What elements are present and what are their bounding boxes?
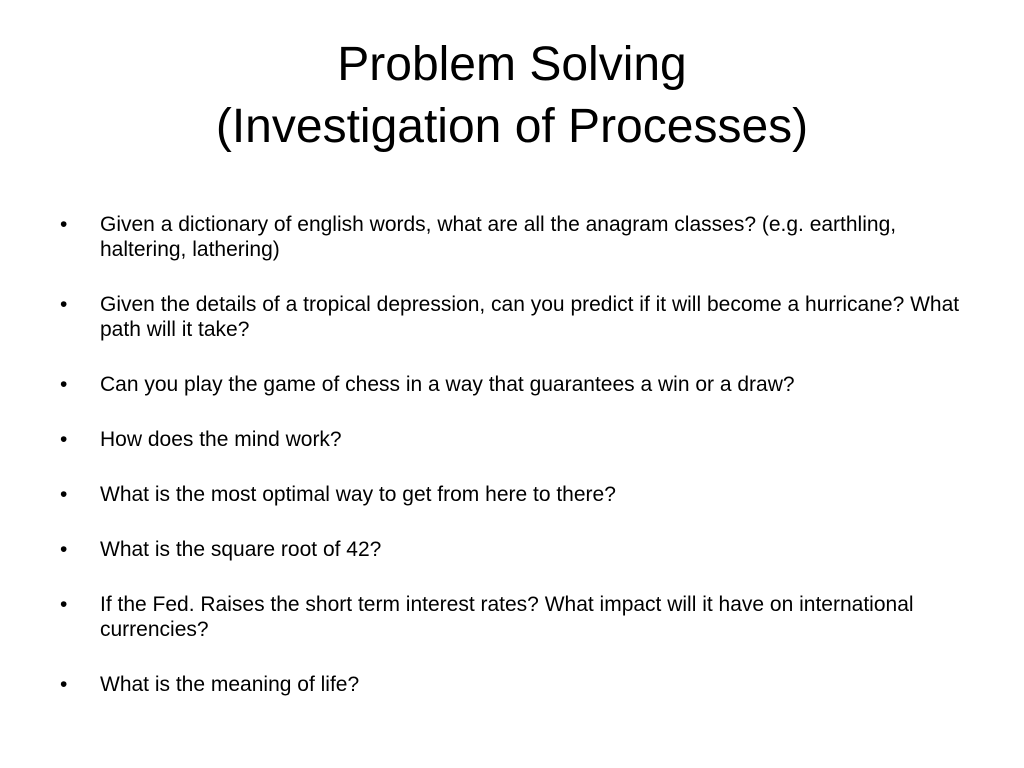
bullet-icon: • — [60, 428, 68, 451]
bullet-icon: • — [60, 373, 68, 396]
slide-title-line-2: (Investigation of Processes) — [215, 100, 809, 153]
bullet-item-chess — [56, 372, 976, 397]
bullet-text: What is the most optimal way to get from here to there? — [100, 483, 616, 506]
bullet-text: Can you play the game of chess in a way that guarantees a win or a draw? — [100, 373, 795, 396]
bullet-text: What is the square root of 42? — [100, 538, 382, 561]
bullet-text: Given the details of a tropical depression, can you predict if it will become a hurricane? What path will it take? — [100, 293, 960, 341]
bullet-item-optimal-path — [56, 482, 976, 507]
bullet-text: What is the meaning of life? — [100, 673, 360, 696]
slide-title — [0, 34, 1024, 158]
slide-title-line-1: Problem Solving — [337, 38, 687, 91]
bullet-text: If the Fed. Raises the short term interest rates? What impact will it have on international currencies? — [100, 593, 914, 641]
bullet-item-square-root — [56, 537, 976, 562]
bullet-icon: • — [60, 483, 68, 506]
bullet-item-meaning-of-life — [56, 672, 976, 697]
bullet-icon: • — [60, 213, 68, 236]
bullet-text: How does the mind work? — [100, 428, 342, 451]
bullet-item-hurricane — [56, 292, 976, 342]
bullet-icon: • — [60, 293, 68, 316]
bullet-icon: • — [60, 538, 68, 561]
bullet-icon: • — [60, 593, 68, 616]
bullet-item-anagrams — [56, 212, 976, 262]
bullet-text: Given a dictionary of english words, what are all the anagram classes? (e.g. earthling, haltering, lathering) — [100, 213, 897, 261]
bullet-item-mind — [56, 427, 976, 452]
bullet-item-interest-rates — [56, 592, 976, 642]
bullet-icon: • — [60, 673, 68, 696]
bullet-list — [56, 212, 976, 727]
